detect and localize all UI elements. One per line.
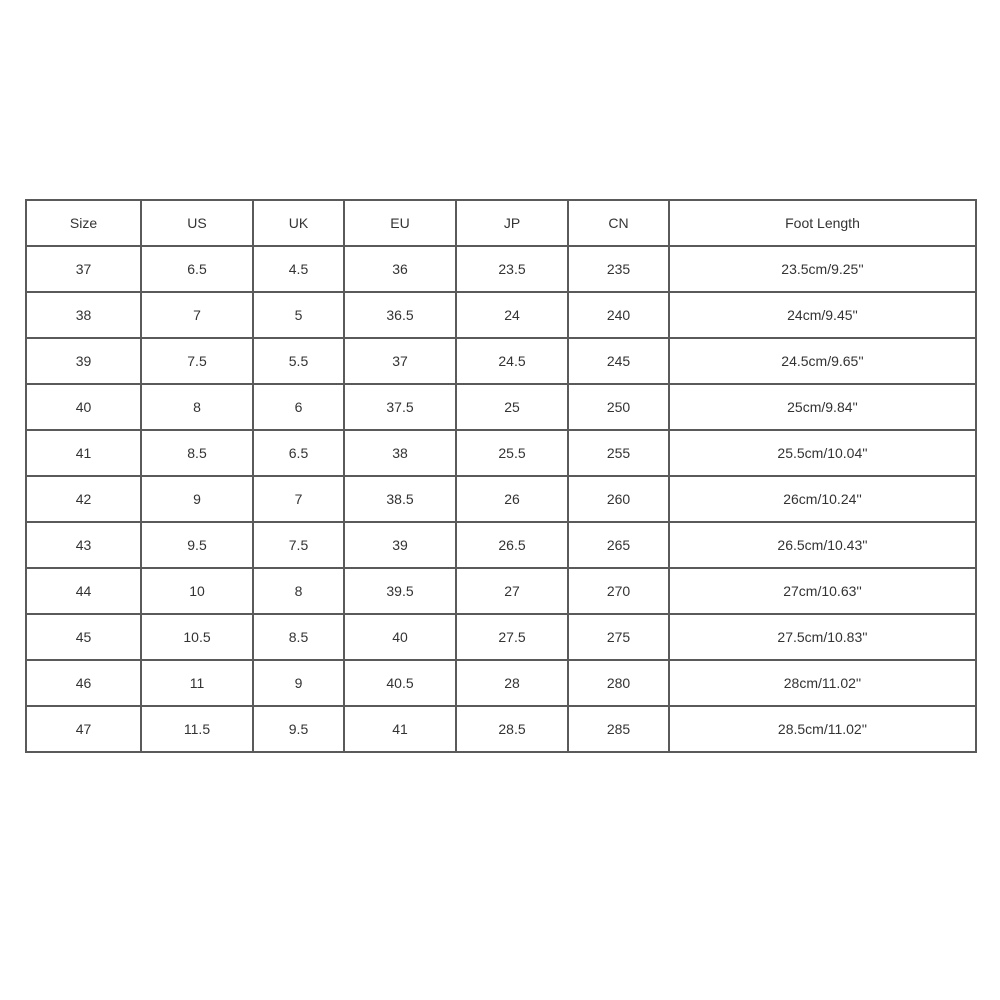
- table-row: [26, 292, 976, 338]
- cell-size: 43: [26, 522, 141, 568]
- cell-cn: 285: [568, 706, 669, 752]
- header-cn: CN: [568, 200, 669, 246]
- cell-uk: 8: [253, 568, 344, 614]
- header-eu: EU: [344, 200, 456, 246]
- cell-us: 9: [141, 476, 253, 522]
- table-row: [26, 246, 976, 292]
- cell-foot-length: 23.5cm/9.25'': [669, 246, 976, 292]
- cell-uk: 9: [253, 660, 344, 706]
- cell-uk: 5.5: [253, 338, 344, 384]
- header-jp: JP: [456, 200, 568, 246]
- cell-foot-length: 27.5cm/10.83'': [669, 614, 976, 660]
- table-row: [26, 522, 976, 568]
- cell-eu: 40.5: [344, 660, 456, 706]
- cell-us: 6.5: [141, 246, 253, 292]
- header-row: [26, 200, 976, 246]
- cell-cn: 235: [568, 246, 669, 292]
- cell-foot-length: 28.5cm/11.02'': [669, 706, 976, 752]
- cell-uk: 5: [253, 292, 344, 338]
- cell-eu: 41: [344, 706, 456, 752]
- cell-us: 7.5: [141, 338, 253, 384]
- cell-jp: 25: [456, 384, 568, 430]
- header-us: US: [141, 200, 253, 246]
- cell-eu: 40: [344, 614, 456, 660]
- table-row: [26, 384, 976, 430]
- table-body: [26, 246, 976, 752]
- cell-jp: 24: [456, 292, 568, 338]
- cell-size: 45: [26, 614, 141, 660]
- cell-foot-length: 24cm/9.45'': [669, 292, 976, 338]
- cell-uk: 7.5: [253, 522, 344, 568]
- cell-cn: 260: [568, 476, 669, 522]
- header-size: Size: [26, 200, 141, 246]
- cell-jp: 24.5: [456, 338, 568, 384]
- cell-jp: 27.5: [456, 614, 568, 660]
- cell-eu: 39: [344, 522, 456, 568]
- cell-size: 40: [26, 384, 141, 430]
- cell-uk: 9.5: [253, 706, 344, 752]
- cell-cn: 280: [568, 660, 669, 706]
- cell-foot-length: 26cm/10.24'': [669, 476, 976, 522]
- cell-us: 10: [141, 568, 253, 614]
- cell-cn: 275: [568, 614, 669, 660]
- table-row: [26, 614, 976, 660]
- cell-size: 39: [26, 338, 141, 384]
- cell-us: 7: [141, 292, 253, 338]
- cell-jp: 23.5: [456, 246, 568, 292]
- header-uk: UK: [253, 200, 344, 246]
- cell-foot-length: 25cm/9.84'': [669, 384, 976, 430]
- cell-jp: 26: [456, 476, 568, 522]
- table-row: [26, 476, 976, 522]
- cell-foot-length: 26.5cm/10.43'': [669, 522, 976, 568]
- cell-cn: 250: [568, 384, 669, 430]
- cell-uk: 6: [253, 384, 344, 430]
- cell-foot-length: 27cm/10.63'': [669, 568, 976, 614]
- cell-cn: 270: [568, 568, 669, 614]
- table-header: [26, 200, 976, 246]
- cell-us: 8.5: [141, 430, 253, 476]
- cell-us: 11.5: [141, 706, 253, 752]
- cell-us: 10.5: [141, 614, 253, 660]
- cell-cn: 240: [568, 292, 669, 338]
- cell-jp: 25.5: [456, 430, 568, 476]
- cell-jp: 27: [456, 568, 568, 614]
- cell-cn: 245: [568, 338, 669, 384]
- cell-uk: 7: [253, 476, 344, 522]
- cell-eu: 36: [344, 246, 456, 292]
- cell-eu: 36.5: [344, 292, 456, 338]
- cell-uk: 4.5: [253, 246, 344, 292]
- table-row: [26, 338, 976, 384]
- table-row: [26, 706, 976, 752]
- cell-size: 44: [26, 568, 141, 614]
- cell-size: 46: [26, 660, 141, 706]
- cell-cn: 255: [568, 430, 669, 476]
- cell-eu: 37.5: [344, 384, 456, 430]
- cell-size: 38: [26, 292, 141, 338]
- cell-foot-length: 25.5cm/10.04'': [669, 430, 976, 476]
- cell-us: 8: [141, 384, 253, 430]
- cell-jp: 28: [456, 660, 568, 706]
- cell-uk: 8.5: [253, 614, 344, 660]
- table-row: [26, 568, 976, 614]
- cell-eu: 38.5: [344, 476, 456, 522]
- table-row: [26, 660, 976, 706]
- cell-foot-length: 28cm/11.02'': [669, 660, 976, 706]
- size-chart-table: [25, 199, 977, 753]
- cell-cn: 265: [568, 522, 669, 568]
- table-row: [26, 430, 976, 476]
- cell-jp: 28.5: [456, 706, 568, 752]
- cell-uk: 6.5: [253, 430, 344, 476]
- cell-us: 9.5: [141, 522, 253, 568]
- cell-size: 42: [26, 476, 141, 522]
- cell-eu: 39.5: [344, 568, 456, 614]
- cell-size: 41: [26, 430, 141, 476]
- cell-jp: 26.5: [456, 522, 568, 568]
- cell-size: 47: [26, 706, 141, 752]
- cell-eu: 37: [344, 338, 456, 384]
- cell-eu: 38: [344, 430, 456, 476]
- cell-us: 11: [141, 660, 253, 706]
- cell-foot-length: 24.5cm/9.65'': [669, 338, 976, 384]
- cell-size: 37: [26, 246, 141, 292]
- header-foot-length: Foot Length: [669, 200, 976, 246]
